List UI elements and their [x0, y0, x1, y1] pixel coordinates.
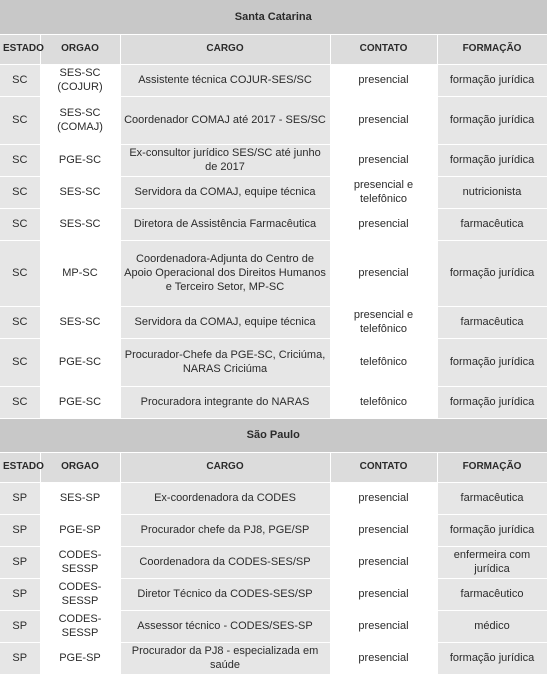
orgao-cell: SES-SC [40, 208, 120, 240]
contato-cell: presencial [330, 578, 437, 610]
formacao-cell: formação jurídica [437, 96, 547, 144]
table-row [0, 306, 547, 338]
contato-cell: presencial [330, 144, 437, 176]
formacao-cell: enfermeira com jurídica [437, 546, 547, 578]
section-title: São Paulo [0, 418, 547, 452]
formacao-cell: farmacêutica [437, 306, 547, 338]
column-header: ESTADO [0, 452, 40, 482]
orgao-cell: PGE-SC [40, 386, 120, 418]
column-header: FORMAÇÃO [437, 34, 547, 64]
section-title-row [0, 0, 547, 34]
column-header: CONTATO [330, 452, 437, 482]
contato-cell: telefônico [330, 338, 437, 386]
contato-cell: presencial e telefônico [330, 176, 437, 208]
orgao-cell: PGE-SP [40, 642, 120, 674]
orgao-cell: SES-SP [40, 482, 120, 514]
estado-cell: SC [0, 208, 40, 240]
cargo-cell: Coordenador COMAJ até 2017 - SES/SC [120, 96, 330, 144]
table-row [0, 64, 547, 96]
orgao-cell: PGE-SC [40, 338, 120, 386]
column-header: CARGO [120, 34, 330, 64]
contato-cell: presencial [330, 642, 437, 674]
formacao-cell: formação jurídica [437, 386, 547, 418]
cargo-cell: Assistente técnica COJUR-SES/SC [120, 64, 330, 96]
estado-cell: SC [0, 64, 40, 96]
contato-cell: presencial [330, 610, 437, 642]
orgao-cell: PGE-SP [40, 514, 120, 546]
orgao-cell: SES-SC [40, 176, 120, 208]
column-header: ORGAO [40, 34, 120, 64]
table-row [0, 386, 547, 418]
cargo-cell: Servidora da COMAJ, equipe técnica [120, 176, 330, 208]
cargo-cell: Procuradora integrante do NARAS [120, 386, 330, 418]
formacao-cell: nutricionista [437, 176, 547, 208]
table-row [0, 240, 547, 306]
estado-cell: SC [0, 386, 40, 418]
table-row [0, 208, 547, 240]
table-row [0, 338, 547, 386]
formacao-cell: formação jurídica [437, 144, 547, 176]
orgao-cell: CODES-SESSP [40, 578, 120, 610]
formacao-cell: formação jurídica [437, 338, 547, 386]
table-row [0, 610, 547, 642]
orgao-cell: MP-SC [40, 240, 120, 306]
contato-cell: telefônico [330, 386, 437, 418]
contato-cell: presencial [330, 96, 437, 144]
table-row [0, 578, 547, 610]
cargo-cell: Procurador da PJ8 - especializada em saúde [120, 642, 330, 674]
formacao-cell: formação jurídica [437, 514, 547, 546]
orgao-cell: SES-SC (COJUR) [40, 64, 120, 96]
estado-cell: SC [0, 306, 40, 338]
estado-cell: SC [0, 144, 40, 176]
section-title-row [0, 418, 547, 452]
table-row [0, 144, 547, 176]
table-row [0, 176, 547, 208]
estado-cell: SC [0, 176, 40, 208]
formacao-cell: farmacêutica [437, 482, 547, 514]
cargo-cell: Ex-consultor jurídico SES/SC até junho de 2017 [120, 144, 330, 176]
cargo-cell: Diretora de Assistência Farmacêutica [120, 208, 330, 240]
section-title: Santa Catarina [0, 0, 547, 34]
estado-cell: SP [0, 514, 40, 546]
contato-cell: presencial [330, 482, 437, 514]
cargo-cell: Ex-coordenadora da CODES [120, 482, 330, 514]
table-row [0, 642, 547, 674]
orgao-cell: CODES-SESSP [40, 610, 120, 642]
column-header: CONTATO [330, 34, 437, 64]
column-header: CARGO [120, 452, 330, 482]
cargo-cell: Servidora da COMAJ, equipe técnica [120, 306, 330, 338]
cargo-cell: Diretor Técnico da CODES-SES/SP [120, 578, 330, 610]
column-header: ORGAO [40, 452, 120, 482]
cargo-cell: Assessor técnico - CODES/SES-SP [120, 610, 330, 642]
formacao-cell: médico [437, 610, 547, 642]
table-row [0, 514, 547, 546]
formacao-cell: farmacêutica [437, 208, 547, 240]
table-row [0, 482, 547, 514]
orgao-cell: CODES-SESSP [40, 546, 120, 578]
estado-cell: SP [0, 546, 40, 578]
contato-cell: presencial [330, 546, 437, 578]
column-header: ESTADO [0, 34, 40, 64]
orgao-cell: PGE-SC [40, 144, 120, 176]
contato-cell: presencial [330, 240, 437, 306]
formacao-cell: formação jurídica [437, 642, 547, 674]
table-row [0, 546, 547, 578]
column-header-row [0, 452, 547, 482]
contato-cell: presencial [330, 208, 437, 240]
estado-cell: SC [0, 240, 40, 306]
formacao-cell: formação jurídica [437, 64, 547, 96]
estado-cell: SP [0, 642, 40, 674]
estado-cell: SP [0, 578, 40, 610]
estado-cell: SP [0, 482, 40, 514]
estado-cell: SC [0, 338, 40, 386]
column-header: FORMAÇÃO [437, 452, 547, 482]
formacao-cell: farmacêutico [437, 578, 547, 610]
orgao-cell: SES-SC [40, 306, 120, 338]
formacao-cell: formação jurídica [437, 240, 547, 306]
cargo-cell: Procurador-Chefe da PGE-SC, Criciúma, NARAS Criciúma [120, 338, 330, 386]
cargo-cell: Coordenadora-Adjunta do Centro de Apoio Operacional dos Direitos Humanos e Terceiro Setor, MP-SC [120, 240, 330, 306]
table-row [0, 96, 547, 144]
contato-cell: presencial [330, 514, 437, 546]
cargo-cell: Coordenadora da CODES-SES/SP [120, 546, 330, 578]
estado-cell: SP [0, 610, 40, 642]
orgao-cell: SES-SC (COMAJ) [40, 96, 120, 144]
contato-cell: presencial [330, 64, 437, 96]
column-header-row [0, 34, 547, 64]
contato-cell: presencial e telefônico [330, 306, 437, 338]
estado-cell: SC [0, 96, 40, 144]
cargo-cell: Procurador chefe da PJ8, PGE/SP [120, 514, 330, 546]
